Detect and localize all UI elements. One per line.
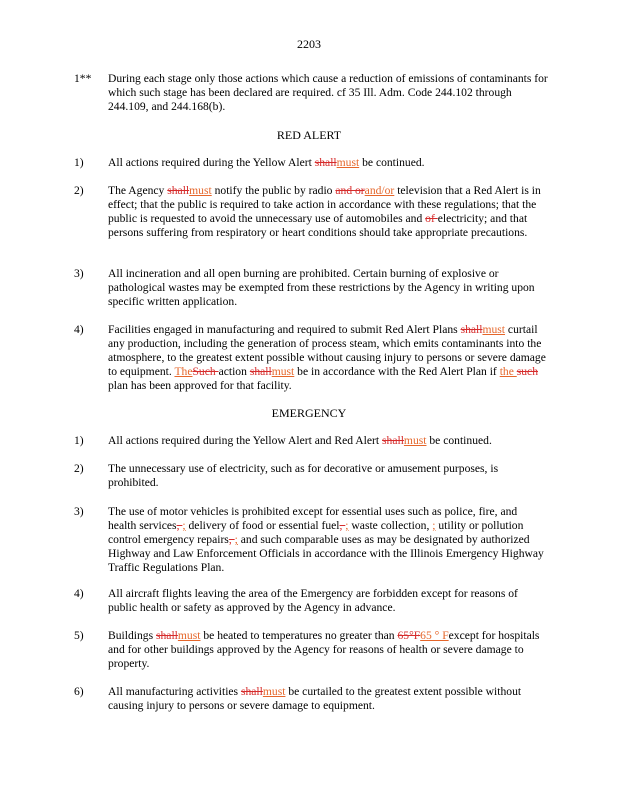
body-text: action xyxy=(218,365,250,378)
item-text xyxy=(108,323,548,393)
deleted-text: , xyxy=(176,519,183,532)
inserted-text: must xyxy=(271,365,295,378)
body-text: The unnecessary use of electricity, such as for decorative or amusement purposes, is prohibited. xyxy=(108,462,499,489)
note-text: During each stage only those actions which cause a reduction of emissions of contaminants for which such stage has been declared are required. cf 35 Ill. Adm. Code 244.102 through 244.109, and 244.168(b). xyxy=(108,72,548,113)
inserted-text: ; xyxy=(345,519,349,532)
body-text: and such comparable uses as may be designated by authorized Highway and Law Enforcement Officials in accordance with the Illinois Emergency Highway Traffic Regulations Plan. xyxy=(108,533,544,574)
body-text: be continued. xyxy=(426,434,492,447)
deleted-text: of xyxy=(425,212,438,225)
inserted-text: 65 ° F xyxy=(420,629,449,642)
item-text xyxy=(108,462,548,490)
deleted-text: shall xyxy=(460,323,483,336)
body-text: be in accordance with the Red Alert Plan if xyxy=(294,365,500,378)
body-text: delivery of food or essential fuel xyxy=(185,519,340,532)
deleted-text: shall xyxy=(314,156,337,169)
deleted-text: , xyxy=(228,533,235,546)
emergency-heading: EMERGENCY xyxy=(271,406,347,420)
inserted-text: must xyxy=(403,434,427,447)
item-marker: 3) xyxy=(74,505,84,518)
body-text: utility or pollution control emergency repairs xyxy=(108,519,524,546)
deleted-text: shall xyxy=(249,365,272,378)
deleted-text: , xyxy=(339,519,346,532)
item-marker: 6) xyxy=(74,685,84,698)
inserted-text: must xyxy=(262,685,286,698)
item-text xyxy=(108,267,548,309)
body-text: All manufacturing activities xyxy=(108,685,241,698)
deleted-text: Such xyxy=(192,365,219,378)
body-text: electricity; and that persons suffering from respiratory or heart conditions should take appropriate precautions. xyxy=(108,212,528,239)
inserted-text: must xyxy=(177,629,201,642)
deleted-text: 65°F xyxy=(397,629,421,642)
item-text xyxy=(108,685,548,713)
item-marker: 5) xyxy=(74,629,84,642)
item-text xyxy=(108,587,548,615)
red-alert-heading: RED ALERT xyxy=(276,128,342,142)
body-text: Buildings xyxy=(108,629,156,642)
body-text: notify the public by radio xyxy=(211,184,336,197)
page-number: 2203 xyxy=(297,37,321,51)
inserted-text: ; xyxy=(234,533,238,546)
deleted-text: shall xyxy=(240,685,263,698)
body-text: The use of motor vehicles is prohibited except for essential uses such as police, fire, and health services xyxy=(108,505,518,532)
item-text xyxy=(108,156,548,170)
item-marker: 4) xyxy=(74,323,84,336)
body-text: The Agency xyxy=(108,184,168,197)
body-text: curtail any production, including the generation of process steam, which emits contaminants into the atmosphere, to the greatest extent possible without causing injury to persons or severe damage to equipment. xyxy=(108,323,546,378)
item-text xyxy=(108,434,548,448)
item-marker: 2) xyxy=(74,184,84,197)
body-text: Facilities engaged in manufacturing and required to submit Red Alert Plans xyxy=(108,323,461,336)
item-marker: 3) xyxy=(74,267,84,280)
item-text xyxy=(108,505,548,575)
body-text: All aircraft flights leaving the area of the Emergency are forbidden except for reasons of public health or safety as approved by the Agency in advance. xyxy=(108,587,518,614)
body-text: All actions required during the Yellow Alert and Red Alert xyxy=(108,434,383,447)
body-text: waste collection, xyxy=(348,519,433,532)
item-text xyxy=(108,629,548,671)
item-marker: 2) xyxy=(74,462,84,475)
item-marker: 1) xyxy=(74,434,84,447)
deleted-text: shall xyxy=(156,629,178,642)
body-text: be continued. xyxy=(359,156,425,169)
item-text xyxy=(108,184,548,240)
deleted-text: shall xyxy=(382,434,404,447)
deleted-text: and or xyxy=(335,184,365,197)
body-text: be heated to temperatures no greater than xyxy=(200,629,398,642)
body-text: television that a Red Alert is in effect; that the public is required to take action in accordance with these regulations; that the public is requested to avoid the unnecessary use of automobiles and xyxy=(108,184,541,225)
body-text: All incineration and all open burning are prohibited. Certain burning of explosive or pathological wastes may be exempted from these restrictions by the Agency in writing upon specific written application. xyxy=(108,267,535,308)
inserted-text: must xyxy=(189,184,212,197)
body-text: be curtailed to the greatest extent possible without causing injury to persons or severe damage to equipment. xyxy=(108,685,522,712)
inserted-text: and/or xyxy=(364,184,395,197)
body-text: All actions required during the Yellow Alert xyxy=(108,156,315,169)
body-text: plan has been approved for that facility. xyxy=(108,379,292,392)
deleted-text: shall xyxy=(167,184,190,197)
inserted-text: must xyxy=(336,156,360,169)
inserted-text: the xyxy=(499,365,517,378)
body-text: except for hospitals and for other buildings approved by the Agency for reasons of health or severe damage to property. xyxy=(108,629,540,670)
inserted-text: must xyxy=(482,323,506,336)
inserted-text: ; xyxy=(432,519,436,532)
note-marker: 1** xyxy=(74,72,92,85)
deleted-text: such xyxy=(516,365,539,378)
item-marker: 1) xyxy=(74,156,84,169)
inserted-text: ; xyxy=(182,519,186,532)
inserted-text: The xyxy=(174,365,193,378)
item-marker: 4) xyxy=(74,587,84,600)
